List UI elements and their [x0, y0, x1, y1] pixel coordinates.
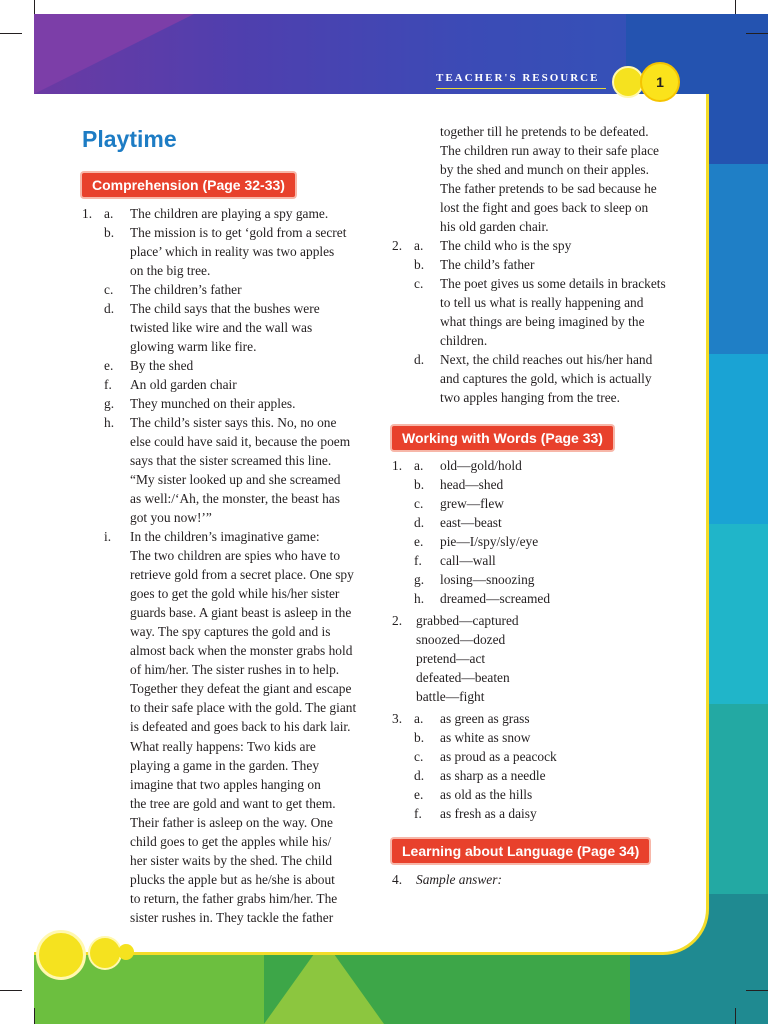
item-letter: g. — [414, 572, 425, 587]
page-number: 1 — [640, 62, 680, 102]
item-text: guards base. A giant beast is asleep in the — [130, 605, 352, 620]
item-text: as fresh as a daisy — [440, 806, 537, 821]
item-text: They munched on their apples. — [130, 396, 296, 411]
item-text: The children run away to their safe place — [440, 143, 659, 158]
item-text: battle—fight — [416, 689, 485, 704]
item-text: way. The spy captures the gold and is — [130, 624, 331, 639]
item-letter: h. — [414, 591, 425, 606]
item-text: and captures the gold, which is actually — [440, 371, 652, 386]
item-text: The children are playing a spy game. — [130, 206, 329, 221]
item-letter: d. — [104, 301, 115, 316]
item-letter: e. — [414, 787, 424, 802]
item-text: to their safe place with the gold. The giant — [130, 700, 357, 715]
item-text: An old garden chair — [130, 377, 237, 392]
item-text: glowing warm like fire. — [130, 339, 257, 354]
section-heading-language: Learning about Language (Page 34) — [392, 839, 649, 863]
item-text: The child who is the spy — [440, 238, 572, 253]
page-title: Playtime — [82, 126, 177, 152]
item-letter: e. — [104, 358, 114, 373]
item-letter: g. — [104, 396, 115, 411]
item-text: The mission is to get ‘gold from a secret — [130, 225, 347, 240]
item-text: The two children are spies who have to — [130, 548, 341, 563]
item-letter: e. — [414, 534, 424, 549]
item-number: 1. — [392, 458, 403, 473]
item-text: twisted like wire and the wall was — [130, 320, 313, 335]
item-text: retrieve gold from a secret place. One spy — [130, 567, 354, 582]
decor-dot — [36, 930, 86, 980]
item-text: of him/her. The sister rushes in to help. — [130, 662, 340, 677]
item-text: “My sister looked up and she screamed — [130, 472, 341, 487]
crop-mark — [746, 990, 768, 991]
item-text: plucks the apple but as he/she is about — [130, 872, 335, 887]
item-letter: b. — [414, 730, 425, 745]
item-text: pretend—act — [416, 651, 486, 666]
header-label: TEACHER'S RESOURCE — [436, 72, 600, 84]
item-letter: a. — [414, 711, 424, 726]
item-text: dreamed—screamed — [440, 591, 551, 606]
item-text: defeated—beaten — [416, 670, 510, 685]
item-text: lost the fight and goes back to sleep on — [440, 200, 649, 215]
crop-mark — [34, 1008, 35, 1024]
item-letter: a. — [414, 458, 424, 473]
item-text: by the shed and munch on their apples. — [440, 162, 649, 177]
item-text: else could have said it, because the poem — [130, 434, 351, 449]
item-text: together till he pretends to be defeated. — [440, 124, 649, 139]
item-text: Next, the child reaches out his/her hand — [440, 352, 653, 367]
item-text: The children’s father — [130, 282, 242, 297]
item-text: as white as snow — [440, 730, 531, 745]
item-letter: b. — [414, 257, 425, 272]
item-text: What really happens: Two kids are — [130, 739, 316, 754]
item-text: grew—flew — [440, 496, 504, 511]
item-text: pie—I/spy/sly/eye — [440, 534, 539, 549]
item-text: the tree are gold and want to get them. — [130, 796, 336, 811]
item-text: In the children’s imaginative game: — [130, 529, 320, 544]
item-text: almost back when the monster grabs hold — [130, 643, 353, 658]
item-text: Together they defeat the giant and escape — [130, 681, 352, 696]
item-number: 3. — [392, 711, 403, 726]
item-text: as well:/‘Ah, the monster, the beast has — [130, 491, 340, 506]
section-heading-comprehension: Comprehension (Page 32-33) — [82, 173, 295, 197]
crop-mark — [0, 33, 22, 34]
item-letter: c. — [414, 749, 424, 764]
item-text: children. — [440, 333, 488, 348]
item-text: grabbed—captured — [416, 613, 519, 628]
item-text: Their father is asleep on the way. One — [130, 815, 333, 830]
item-text: old—gold/hold — [440, 458, 522, 473]
item-text: says that the sister screamed this line. — [130, 453, 332, 468]
item-text: By the shed — [130, 358, 194, 373]
item-text: call—wall — [440, 553, 496, 568]
item-letter: b. — [104, 225, 115, 240]
item-number: 4. — [392, 872, 403, 887]
item-text: as old as the hills — [440, 787, 533, 802]
item-text: The child’s father — [440, 257, 535, 272]
item-text: to return, the father grabs him/her. The — [130, 891, 338, 906]
item-letter: d. — [414, 515, 425, 530]
item-letter: f. — [104, 377, 112, 392]
item-letter: c. — [104, 282, 114, 297]
item-text: The child says that the bushes were — [130, 301, 320, 316]
item-letter: c. — [414, 496, 424, 511]
section-heading-working-words: Working with Words (Page 33) — [392, 426, 613, 450]
item-letter: b. — [414, 477, 425, 492]
item-letter: f. — [414, 806, 422, 821]
item-text: child goes to get the apples while his/ — [130, 834, 332, 849]
decor-dot — [88, 936, 122, 970]
item-text: two apples hanging from the tree. — [440, 390, 620, 405]
item-text: The poet gives us some details in brackets — [440, 276, 666, 291]
header-rule — [436, 88, 606, 89]
item-text: playing a game in the garden. They — [130, 758, 320, 773]
item-text: to tell us what is really happening and — [440, 295, 644, 310]
crop-mark — [735, 1008, 736, 1024]
item-text: sister rushes in. They tackle the father — [130, 910, 334, 925]
item-letter: a. — [104, 206, 114, 221]
item-text: imagine that two apples hanging on — [130, 777, 321, 792]
decor-dot — [118, 944, 134, 960]
item-text: goes to get the gold while his/her sister — [130, 586, 340, 601]
item-number: 1. — [82, 206, 93, 221]
item-text: what things are being imagined by the — [440, 314, 645, 329]
crop-mark — [34, 0, 35, 14]
item-letter: c. — [414, 276, 424, 291]
item-text: on the big tree. — [130, 263, 211, 278]
item-letter: d. — [414, 768, 425, 783]
item-number: 2. — [392, 238, 403, 253]
item-text: her sister waits by the shed. The child — [130, 853, 333, 868]
crop-mark — [0, 990, 22, 991]
crop-mark — [735, 0, 736, 14]
item-text: as green as grass — [440, 711, 530, 726]
item-letter: d. — [414, 352, 425, 367]
item-letter: f. — [414, 553, 422, 568]
item-text: place’ which in reality was two apples — [130, 244, 335, 259]
item-text: east—beast — [440, 515, 502, 530]
item-letter: a. — [414, 238, 424, 253]
item-text: as proud as a peacock — [440, 749, 557, 764]
item-text: The child’s sister says this. No, no one — [130, 415, 337, 430]
item-text: head—shed — [440, 477, 504, 492]
item-text: The father pretends to be sad because he — [440, 181, 657, 196]
item-text: as sharp as a needle — [440, 768, 546, 783]
crop-mark — [746, 33, 768, 34]
item-letter: i. — [104, 529, 112, 544]
item-text: Sample answer: — [416, 872, 502, 887]
item-text: his old garden chair. — [440, 219, 549, 234]
item-number: 2. — [392, 613, 403, 628]
item-text: got you now!’” — [130, 510, 212, 525]
item-text: losing—snoozing — [440, 572, 535, 587]
item-text: is defeated and goes back to his dark lair. — [130, 719, 351, 734]
item-text: snoozed—dozed — [416, 632, 506, 647]
item-letter: h. — [104, 415, 115, 430]
